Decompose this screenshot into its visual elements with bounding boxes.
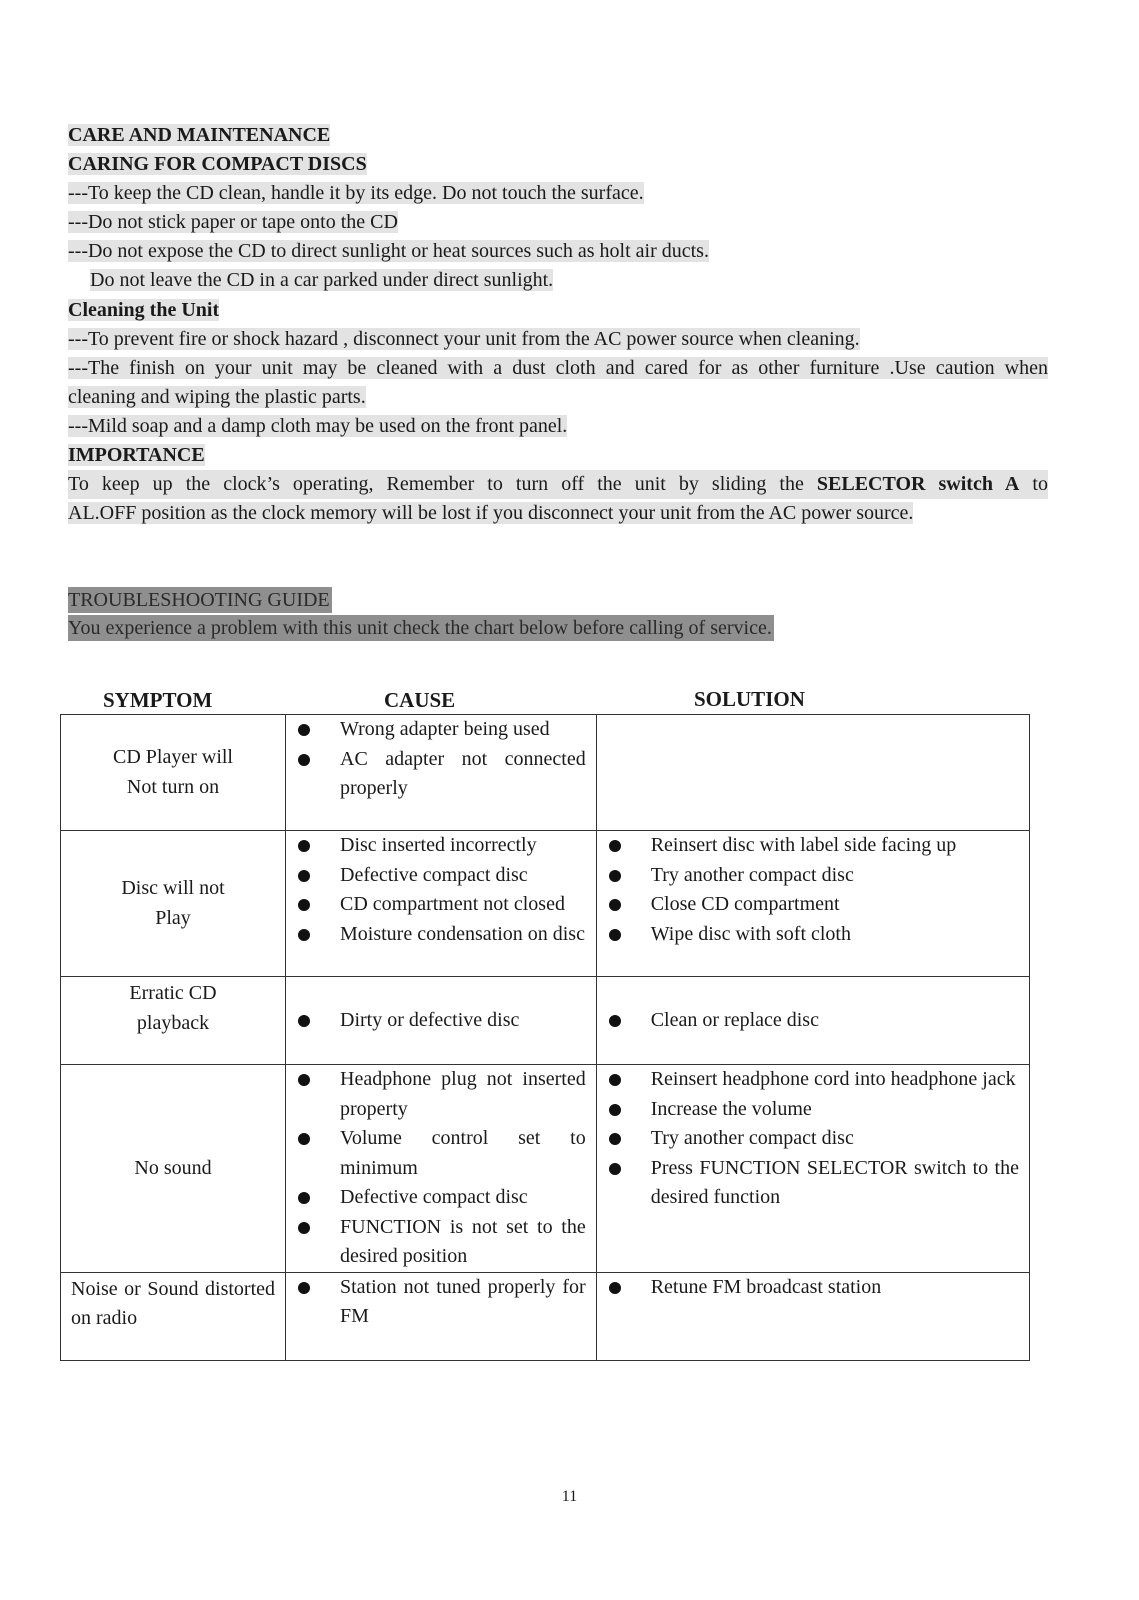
- list-item: AC adapter not connected properly: [286, 745, 596, 804]
- table-row: [61, 831, 1030, 977]
- troubleshooting-subtitle: You experience a problem with this unit check the chart below before calling of service.: [68, 617, 772, 639]
- cd-care-line: Do not leave the CD in a car parked under direct sunlight.: [90, 269, 554, 291]
- symptom-column-header: SYMPTOM: [103, 688, 213, 712]
- list-item: Increase the volume: [597, 1095, 1029, 1125]
- cause-cell: [286, 977, 597, 1065]
- solution-cell: [596, 715, 1029, 831]
- cd-care-subtitle: CARING FOR COMPACT DISCS: [68, 153, 367, 175]
- symptom-cell: CD Player will Not turn on: [61, 715, 286, 831]
- symptom-cell: No sound: [61, 1065, 286, 1273]
- cleaning-line: ---Mild soap and a damp cloth may be used on the front panel.: [68, 415, 568, 437]
- list-item: FUNCTION is not set to the desired position: [286, 1213, 596, 1272]
- list-item: Headphone plug not inserted property: [286, 1065, 596, 1124]
- page-number: 11: [561, 1488, 578, 1505]
- solution-cell: [596, 977, 1029, 1065]
- importance-line: To keep up the clock’s operating, Remember to turn off the unit by sliding the SELECTOR switch A to: [68, 470, 1048, 499]
- symptom-cell: Noise or Sound distorted on radio: [61, 1272, 286, 1360]
- cause-cell: [286, 1272, 597, 1360]
- table-row: [61, 1272, 1030, 1360]
- cleaning-heading: Cleaning the Unit: [68, 299, 220, 321]
- list-item: Station not tuned properly for FM: [286, 1273, 596, 1332]
- symptom-cell: Erratic CD playback: [61, 977, 286, 1065]
- list-item: Defective compact disc: [286, 1183, 596, 1213]
- solution-cell: [596, 831, 1029, 977]
- troubleshooting-table: [60, 714, 1030, 1361]
- cause-cell: [286, 1065, 597, 1273]
- table-row: [61, 977, 1030, 1065]
- list-item: Defective compact disc: [286, 861, 596, 891]
- cleaning-line: ---To prevent fire or shock hazard , disconnect your unit from the AC power source when cleaning.: [68, 328, 860, 350]
- list-item: Disc inserted incorrectly: [286, 831, 596, 861]
- selector-switch-label: SELECTOR switch A: [816, 473, 1020, 495]
- list-item: Clean or replace disc: [597, 1006, 1029, 1036]
- list-item: Close CD compartment: [597, 890, 1029, 920]
- list-item: CD compartment not closed: [286, 890, 596, 920]
- list-item: Try another compact disc: [597, 861, 1029, 891]
- solution-cell: [596, 1065, 1029, 1273]
- importance-heading: IMPORTANCE: [68, 444, 205, 466]
- table-row: [61, 715, 1030, 831]
- cause-cell: [286, 715, 597, 831]
- list-item: Press FUNCTION SELECTOR switch to the desired function: [597, 1154, 1029, 1213]
- list-item: Try another compact disc: [597, 1124, 1029, 1154]
- list-item: Moisture condensation on disc: [286, 920, 596, 950]
- importance-line: AL.OFF position as the clock memory will be lost if you disconnect your unit from the AC power source.: [68, 502, 914, 524]
- troubleshooting-title: TROUBLESHOOTING GUIDE: [68, 589, 330, 611]
- cause-cell: [286, 831, 597, 977]
- solution-cell: [596, 1272, 1029, 1360]
- cleaning-line: ---The finish on your unit may be cleaned with a dust cloth and cared for as other furniture .Use caution when: [68, 357, 1048, 379]
- list-item: Wipe disc with soft cloth: [597, 920, 1029, 950]
- cause-column-header: CAUSE: [384, 688, 456, 712]
- symptom-cell: Disc will not Play: [61, 831, 286, 977]
- cleaning-line: cleaning and wiping the plastic parts.: [68, 386, 366, 408]
- solution-column-header: SOLUTION: [694, 687, 805, 711]
- cd-care-line: ---Do not stick paper or tape onto the CD: [68, 211, 398, 233]
- list-item: Wrong adapter being used: [286, 715, 596, 745]
- list-item: Retune FM broadcast station: [597, 1273, 1029, 1303]
- list-item: Dirty or defective disc: [286, 1006, 596, 1036]
- list-item: Reinsert headphone cord into headphone jack: [597, 1065, 1029, 1095]
- table-row: [61, 1065, 1030, 1273]
- list-item: Reinsert disc with label side facing up: [597, 831, 1029, 861]
- list-item: Volume control set to minimum: [286, 1124, 596, 1183]
- care-title: CARE AND MAINTENANCE: [68, 124, 331, 146]
- cd-care-line: ---Do not expose the CD to direct sunlight or heat sources such as holt air ducts.: [68, 240, 709, 262]
- cd-care-line: ---To keep the CD clean, handle it by its edge. Do not touch the surface.: [68, 182, 644, 204]
